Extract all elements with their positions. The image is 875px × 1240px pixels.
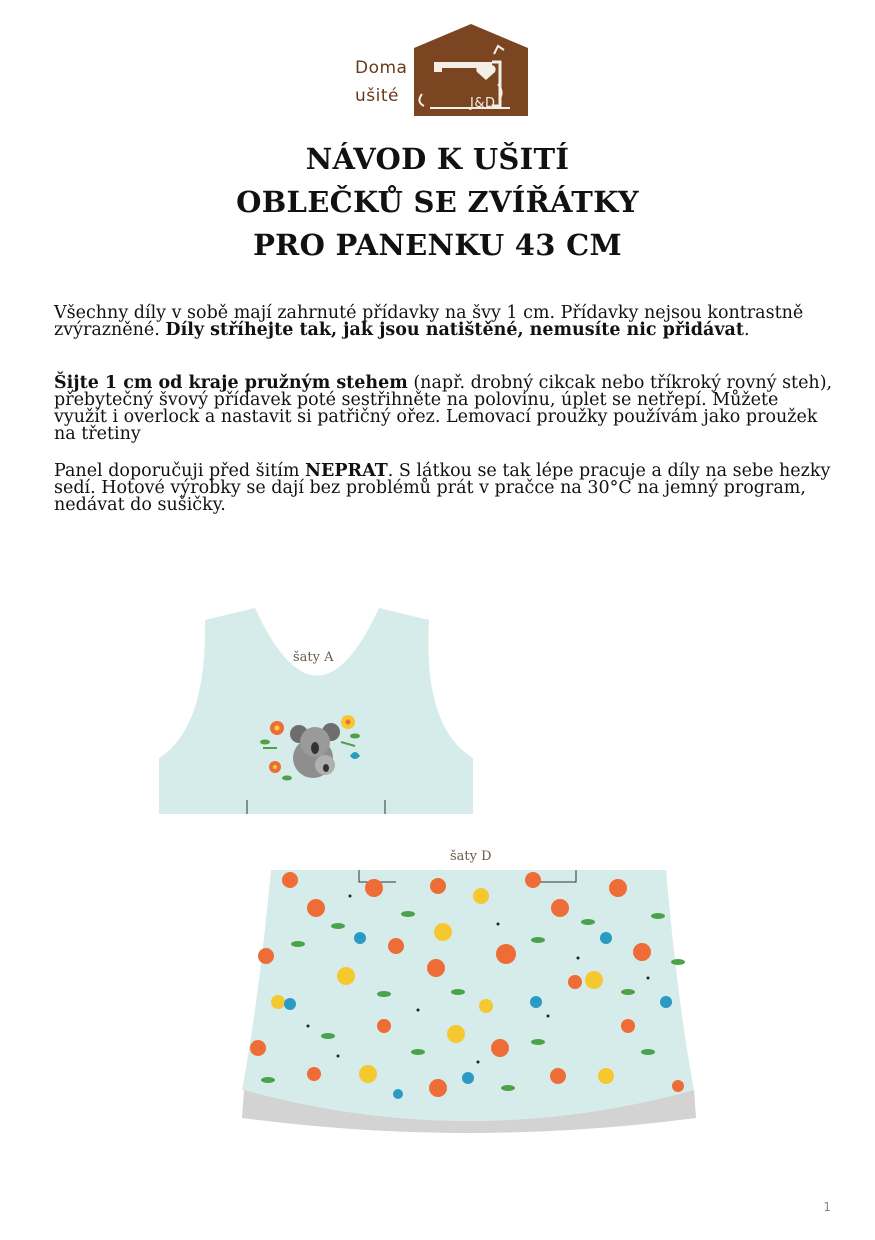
bodice-pattern-piece <box>155 608 477 818</box>
logo-text-line1: Doma <box>355 58 408 78</box>
title-line-1: NÁVOD K UŠITÍ <box>305 142 570 176</box>
p1-text: Všechny díly v sobě mají zahrnuté přídavky na švy 1 cm. Přídavky nejsou kontrastně zvýrazněné. <box>54 303 804 340</box>
skirt-label: šaty D <box>450 849 492 864</box>
p1-end: . <box>743 320 750 340</box>
washing-paragraph <box>54 463 834 514</box>
title-line-2: OBLEČKŮ SE ZVÍŘÁTKY <box>236 185 639 219</box>
p3-bold-text: NEPRAT <box>305 461 388 481</box>
logo-initials: J&D <box>470 96 496 111</box>
skirt-pattern-piece <box>238 866 700 1138</box>
logo-text-line2: ušité <box>355 86 399 106</box>
doma-usite-logo <box>352 24 532 120</box>
stitching-paragraph <box>54 375 834 443</box>
title-line-3: PRO PANENKU 43 CM <box>253 228 622 262</box>
seam-allowance-paragraph <box>54 305 834 339</box>
p2-text: (např. drobný cikcak nebo tříkroký rovný steh), přebytečný švový přídavek poté sestřihněte na polovinu, úplet se netřepí. Můžete využít i overlock a nastavit si patřičný ořez. Lemovací proužky používám jako proužek na třetiny <box>54 373 833 444</box>
page-number: 1 <box>823 1200 831 1214</box>
p2-bold-text: Šijte 1 cm od kraje pružným stehem <box>54 373 408 393</box>
p3-text: Panel doporučuji před šitím <box>54 461 306 481</box>
p1-bold-text: Díly stříhejte tak, jak jsou natištěné, nemusíte nic přidávat <box>165 320 744 340</box>
p3-rest-text: . S látkou se tak lépe pracuje a díly na sebe hezky sedí. Hotové výrobky se dají bez problémů prát v pračce na 30°C na jemný program, nedávat do sušičky. <box>54 461 831 515</box>
bodice-label: šaty A <box>293 650 334 665</box>
document-title <box>0 138 875 267</box>
